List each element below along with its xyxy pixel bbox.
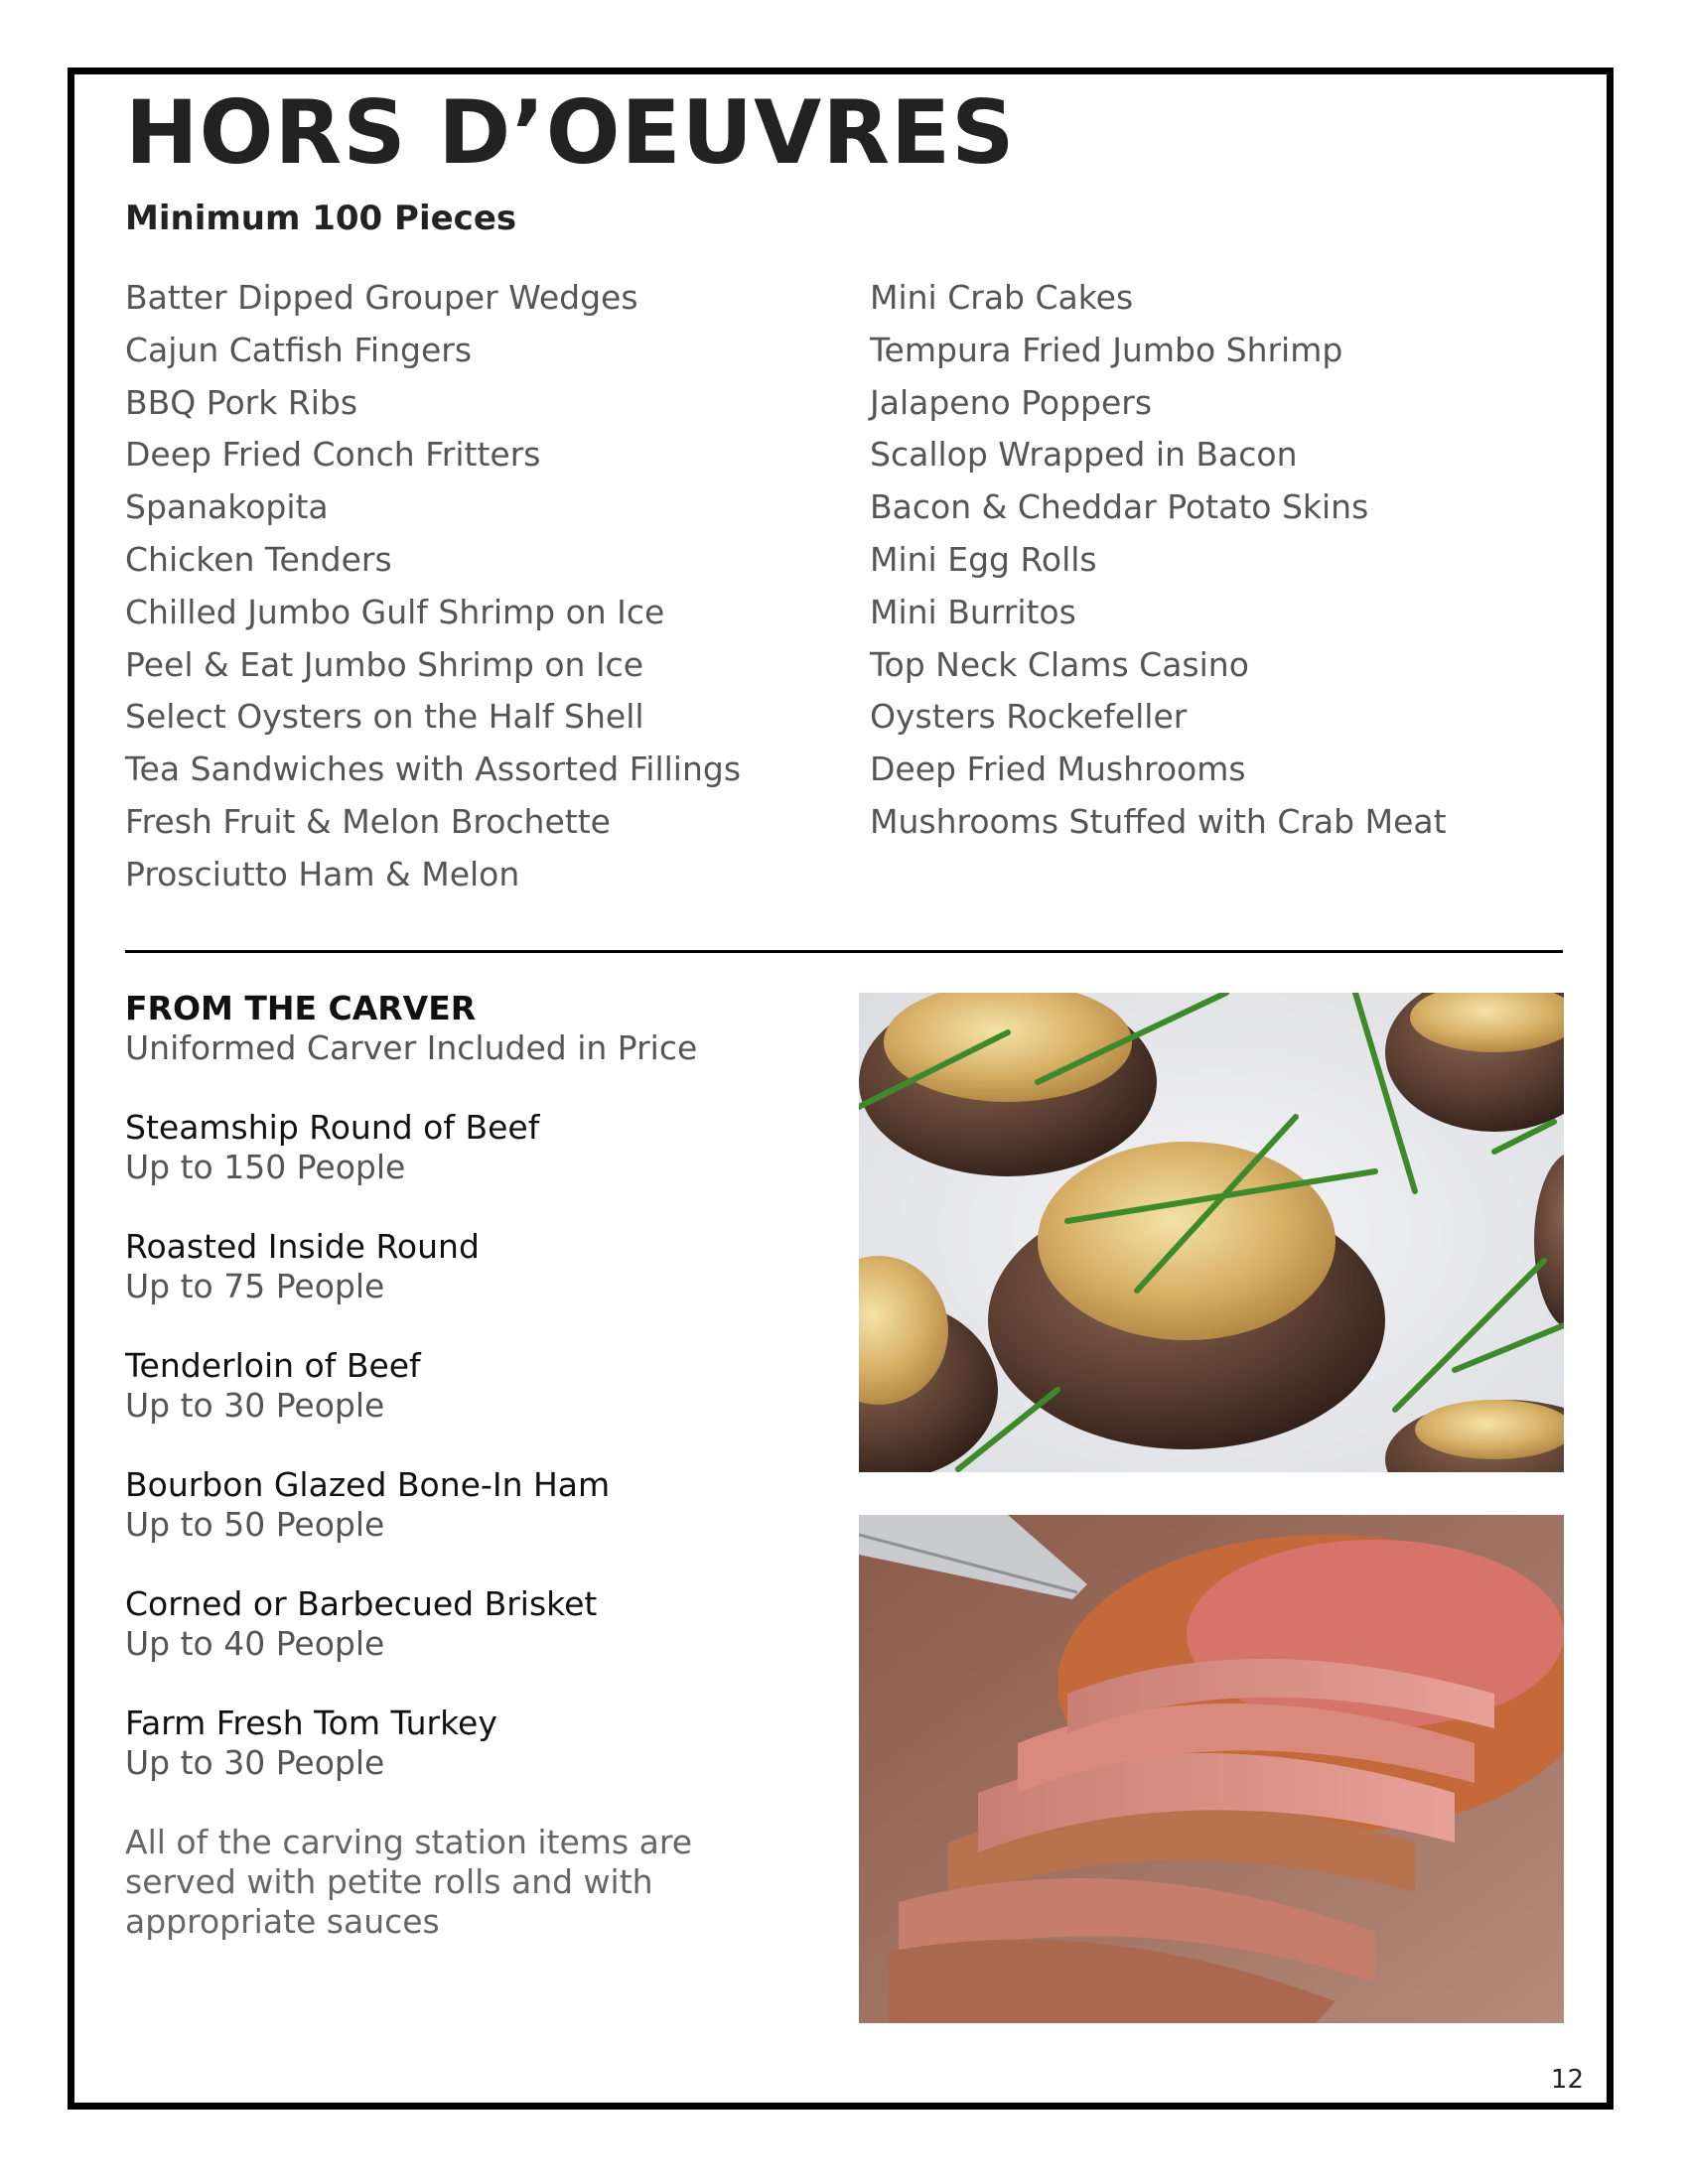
carver-item-name: Tenderloin of Beef (125, 1346, 421, 1385)
menu-item: Jalapeno Poppers (870, 382, 1153, 422)
menu-item: Tempura Fried Jumbo Shrimp (870, 330, 1343, 369)
carver-item (125, 1704, 820, 1783)
menu-item: Top Neck Clams Casino (870, 644, 1249, 684)
menu-item: Deep Fried Conch Fritters (125, 435, 541, 475)
menu-item: Spanakopita (125, 487, 329, 527)
carver-item-serves: Up to 30 People (125, 1743, 385, 1782)
menu-item: Prosciutto Ham & Melon (125, 854, 520, 893)
menu-item: Cajun Catfish Fingers (125, 330, 473, 369)
carver-item (125, 1465, 820, 1545)
menu-item: Oysters Rockefeller (870, 697, 1188, 737)
hors-doeuvres-list-right (870, 272, 1447, 849)
roast-beef-photo (859, 1515, 1564, 2023)
menu-item: Bacon & Cheddar Potato Skins (870, 487, 1369, 527)
carver-subheading: Uniformed Carver Included in Price (125, 1028, 698, 1067)
carver-heading: FROM THE CARVER (125, 989, 477, 1027)
carver-item-serves: Up to 75 People (125, 1267, 385, 1305)
carver-item-name: Roasted Inside Round (125, 1227, 480, 1266)
carving-station-note: All of the carving station items are served with petite rolls and with appropriate sauces (125, 1823, 692, 1941)
menu-item: Chicken Tenders (125, 539, 392, 579)
menu-item: Batter Dipped Grouper Wedges (125, 278, 638, 317)
menu-item: Tea Sandwiches with Assorted Fillings (125, 750, 742, 789)
menu-item: Mini Egg Rolls (870, 539, 1097, 579)
carver-item-name: Corned or Barbecued Brisket (125, 1584, 598, 1623)
carver-section (125, 989, 820, 1942)
menu-item: Select Oysters on the Half Shell (125, 697, 644, 737)
page-number: 12 (1550, 2065, 1584, 2095)
stuffed-mushrooms-photo (859, 993, 1564, 1472)
carver-item (125, 1108, 820, 1187)
carver-item-serves: Up to 150 People (125, 1148, 406, 1186)
carver-item (125, 1227, 820, 1306)
carver-item-name: Bourbon Glazed Bone-In Ham (125, 1465, 611, 1504)
menu-item: Mini Crab Cakes (870, 278, 1134, 317)
page-title: HORS D’OEUVRES (125, 81, 1016, 184)
carver-item-name: Farm Fresh Tom Turkey (125, 1704, 497, 1742)
carver-item (125, 1346, 820, 1426)
section-divider (125, 950, 1563, 953)
hors-doeuvres-list-left (125, 272, 741, 901)
menu-item: Deep Fried Mushrooms (870, 750, 1246, 789)
carver-item (125, 1584, 820, 1664)
carver-item-serves: Up to 50 People (125, 1505, 385, 1544)
minimum-pieces-note: Minimum 100 Pieces (125, 199, 517, 238)
carver-item-serves: Up to 30 People (125, 1386, 385, 1425)
carver-item-name: Steamship Round of Beef (125, 1108, 540, 1147)
menu-item: Fresh Fruit & Melon Brochette (125, 801, 611, 841)
menu-item: Mushrooms Stuffed with Crab Meat (870, 801, 1447, 841)
menu-item: Scallop Wrapped in Bacon (870, 435, 1298, 475)
menu-item: Mini Burritos (870, 592, 1076, 631)
menu-item: Chilled Jumbo Gulf Shrimp on Ice (125, 592, 665, 631)
menu-item: Peel & Eat Jumbo Shrimp on Ice (125, 644, 644, 684)
menu-item: BBQ Pork Ribs (125, 382, 358, 422)
carver-item-serves: Up to 40 People (125, 1624, 385, 1663)
